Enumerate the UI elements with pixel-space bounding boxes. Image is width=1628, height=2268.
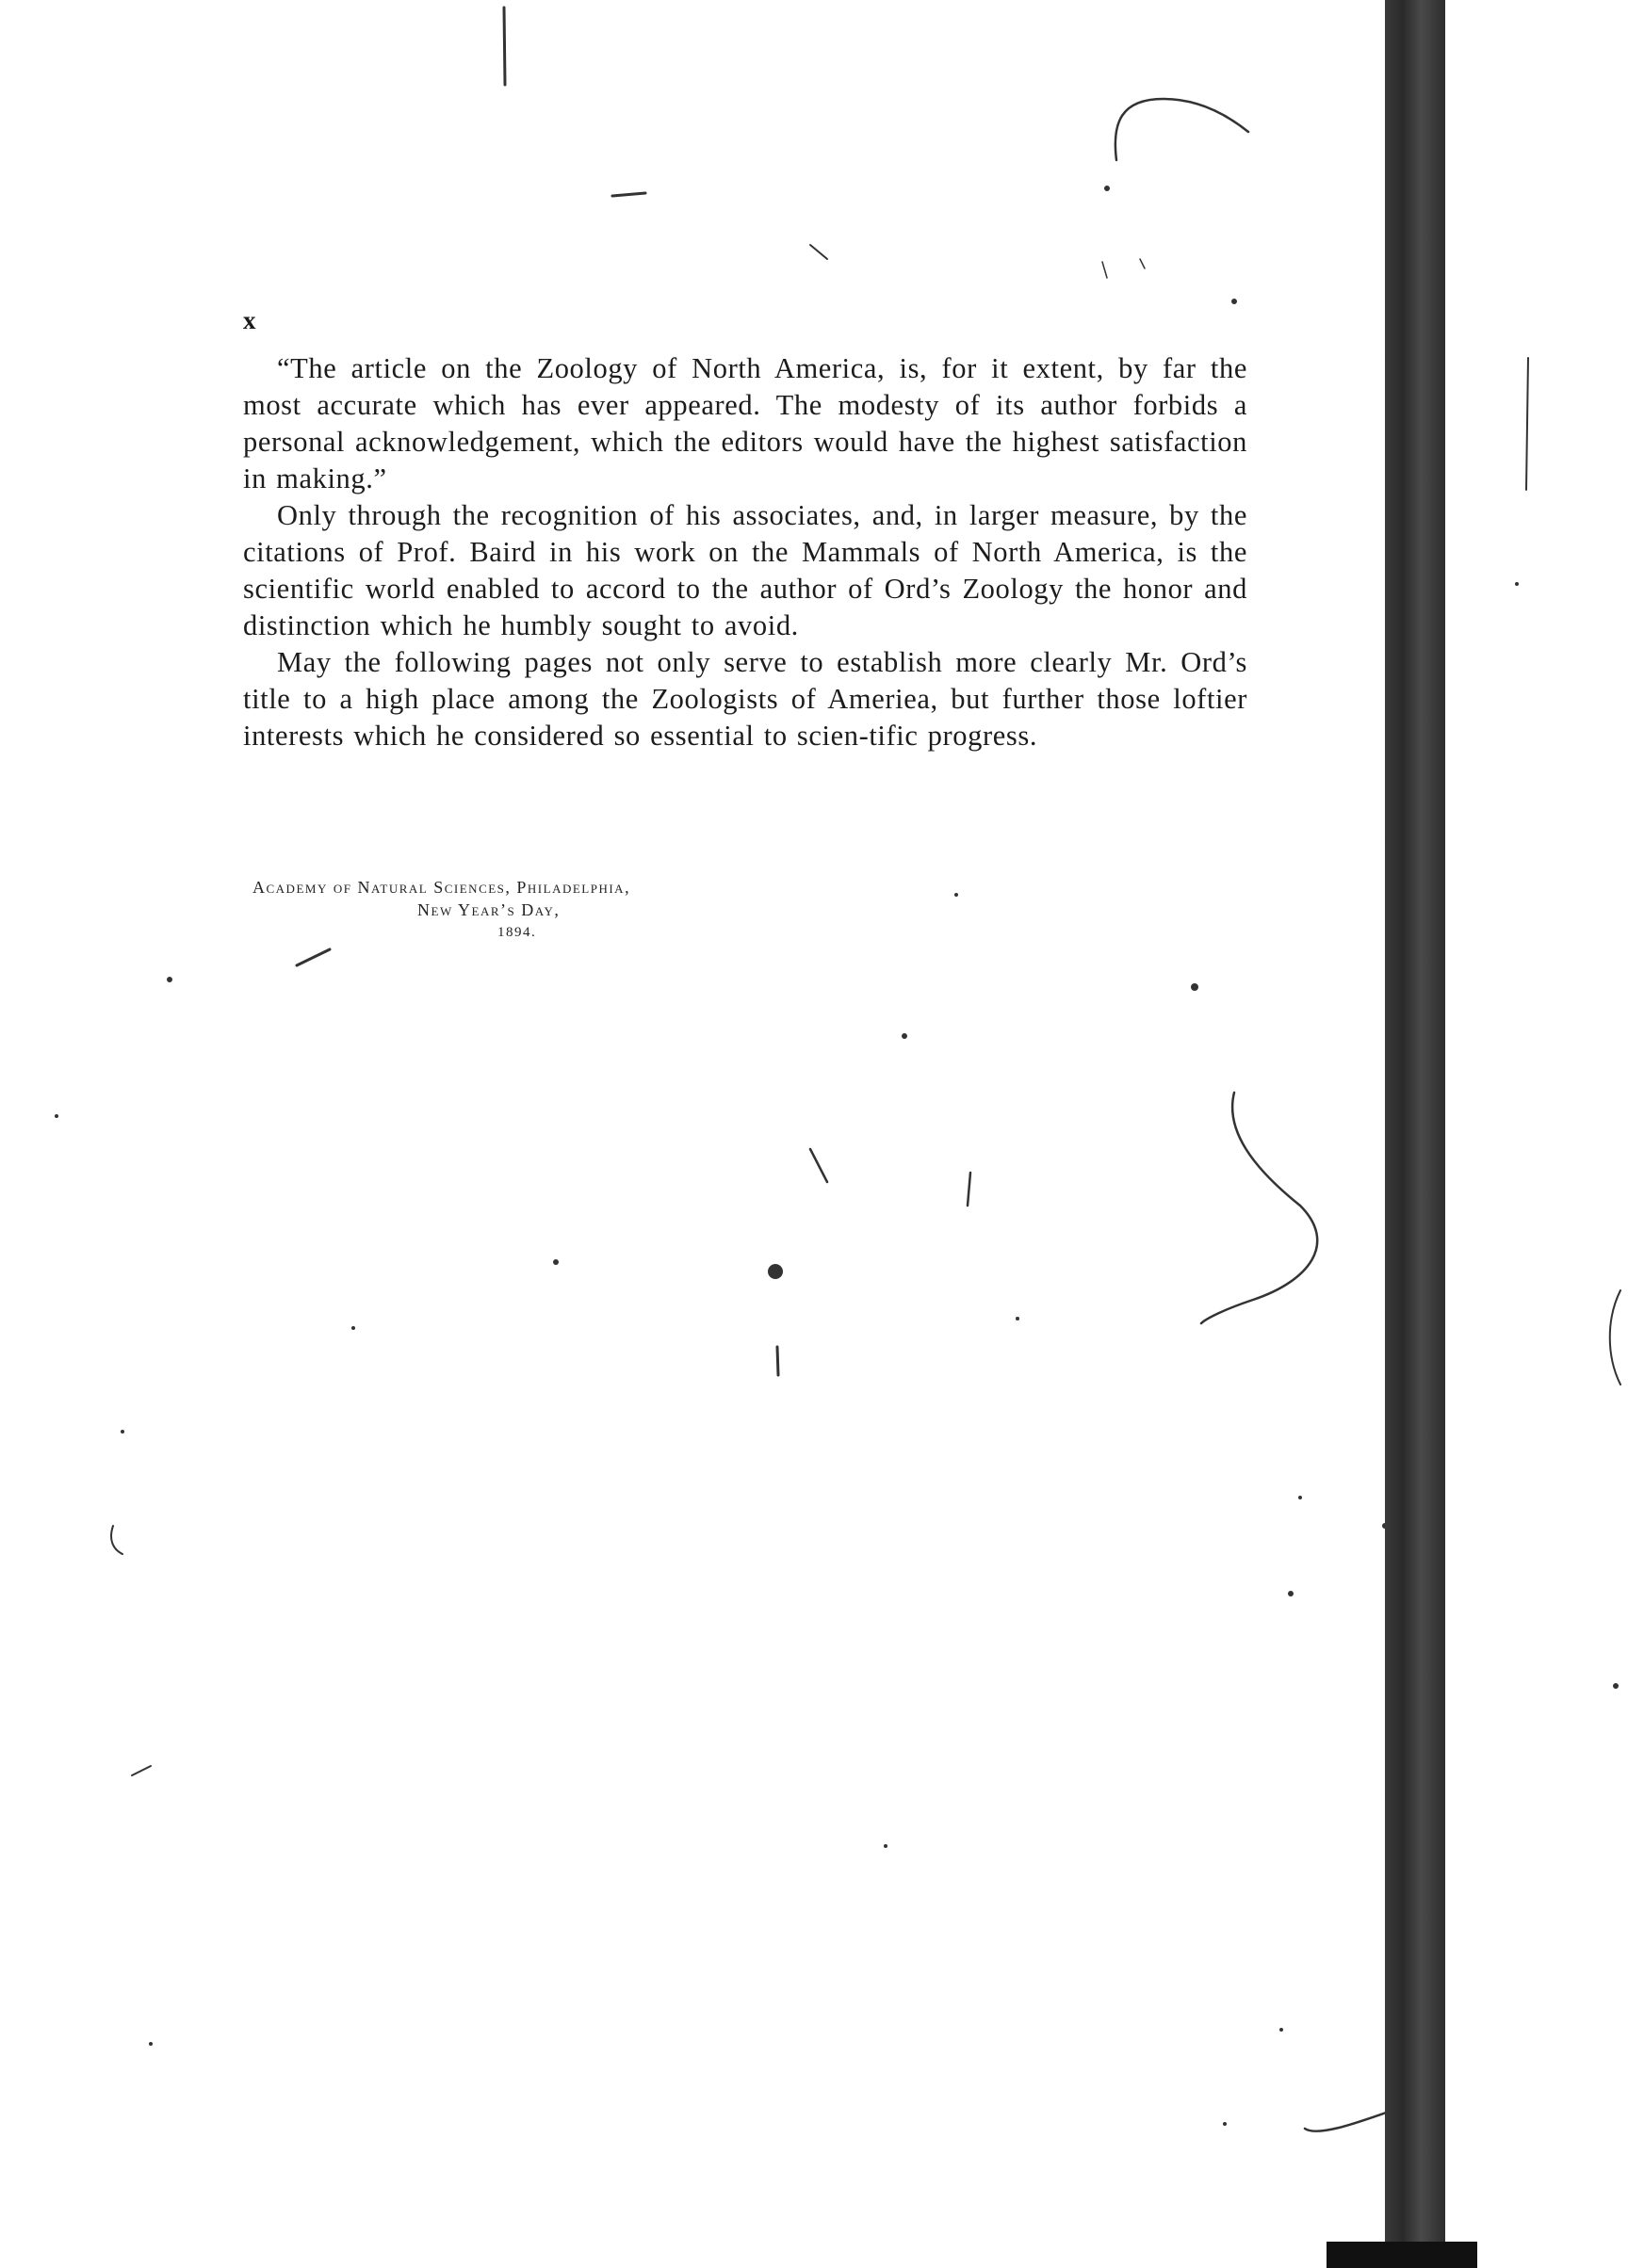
signature-institution: Academy of Natural Sciences, Philadelphia,: [252, 878, 631, 897]
paragraph-closing: May the following pages not only serve to establish more clearly Mr. Ord’s title to a high place among the Zoologists of Ameriea, but further those loftier interests which he considered so essential to scien-tific progress.: [243, 646, 1247, 752]
signature-date: New Year’s Day,: [417, 900, 561, 919]
paragraph-quote: “The article on the Zoology of North America, is, for it extent, by far the most accurate which has ever appeared. The modesty of its author forbids a personal acknowledgement, which the editors would have the highest satisfaction in making.”: [243, 352, 1247, 494]
binding-margin: [1385, 0, 1445, 2268]
signature-block: [243, 876, 808, 944]
signature-year: 1894.: [497, 925, 537, 940]
scan-edge-block: [1327, 2242, 1477, 2268]
paragraph-recognition: Only through the recognition of his associates, and, in larger measure, by the citations of Prof. Baird in his work on the Mammals of North America, is the scientific world enabled to accord to the author of Ord’s Zoology the honor and distinction which he humbly sought to avoid.: [243, 499, 1247, 641]
page-number: x: [243, 306, 256, 334]
body-text: [243, 350, 1247, 754]
